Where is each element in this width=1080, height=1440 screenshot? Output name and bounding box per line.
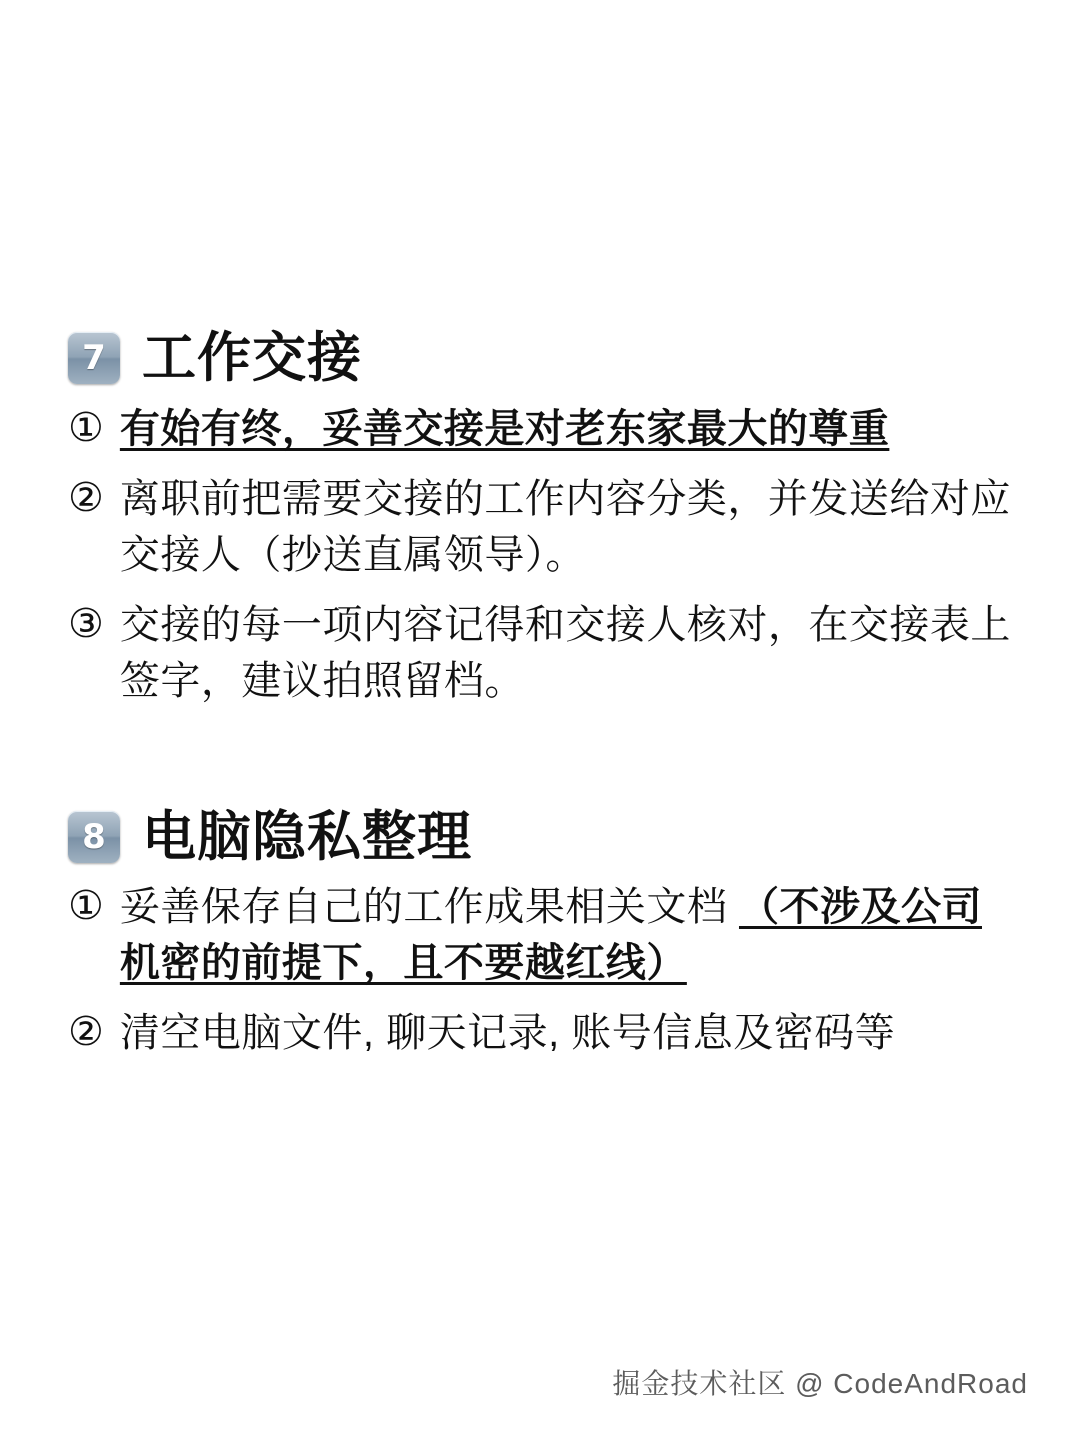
section-title: 电脑隐私整理 <box>142 806 472 867</box>
list-item-segment: 清空电脑文件, 聊天记录, 账号信息及密码等 <box>119 1011 896 1056</box>
list-item-segment: 妥善保存自己的工作成果相关文档 <box>119 885 739 930</box>
section-number-badge: 8 <box>68 811 120 863</box>
list-marker: ① <box>68 404 104 451</box>
list-item <box>68 597 1018 709</box>
list-item-segment: 交接的每一项内容记得和交接人核对，在交接表上签字，建议拍照留档。 <box>119 602 1011 703</box>
section-number-badge: 7 <box>68 332 120 384</box>
list-item <box>68 401 1018 457</box>
list-item-segment-emphasis: （不涉及公司机密的前提下，且不要越红线） <box>119 885 982 986</box>
list-item-text <box>120 879 1018 991</box>
section-divider-space <box>68 763 1018 809</box>
list-item-text <box>120 471 1018 583</box>
list-item <box>68 471 1018 583</box>
list-item-text <box>120 401 890 457</box>
document-content <box>68 330 1018 1115</box>
list-item <box>68 879 1018 991</box>
section-7 <box>68 330 1018 709</box>
list-marker: ② <box>68 474 104 521</box>
section-7-header <box>68 330 1018 387</box>
watermark: 掘金技术社区 @ CodeAndRoad <box>612 1368 1028 1399</box>
section-8 <box>68 806 1018 1062</box>
list-marker: ③ <box>68 600 104 647</box>
list-item-text <box>120 597 1018 709</box>
section-8-header <box>68 806 1018 867</box>
list-marker: ② <box>68 1009 104 1056</box>
list-marker: ① <box>68 883 104 930</box>
list-item <box>68 1005 1018 1061</box>
list-item-segment: 离职前把需要交接的工作内容分类，并发送给对应交接人（抄送直属领导）。 <box>119 476 1011 577</box>
section-title: 工作交接 <box>142 328 362 388</box>
list-item-text <box>120 1005 895 1061</box>
list-item-segment: 有始有终，妥善交接是对老东家最大的尊重 <box>119 406 890 451</box>
